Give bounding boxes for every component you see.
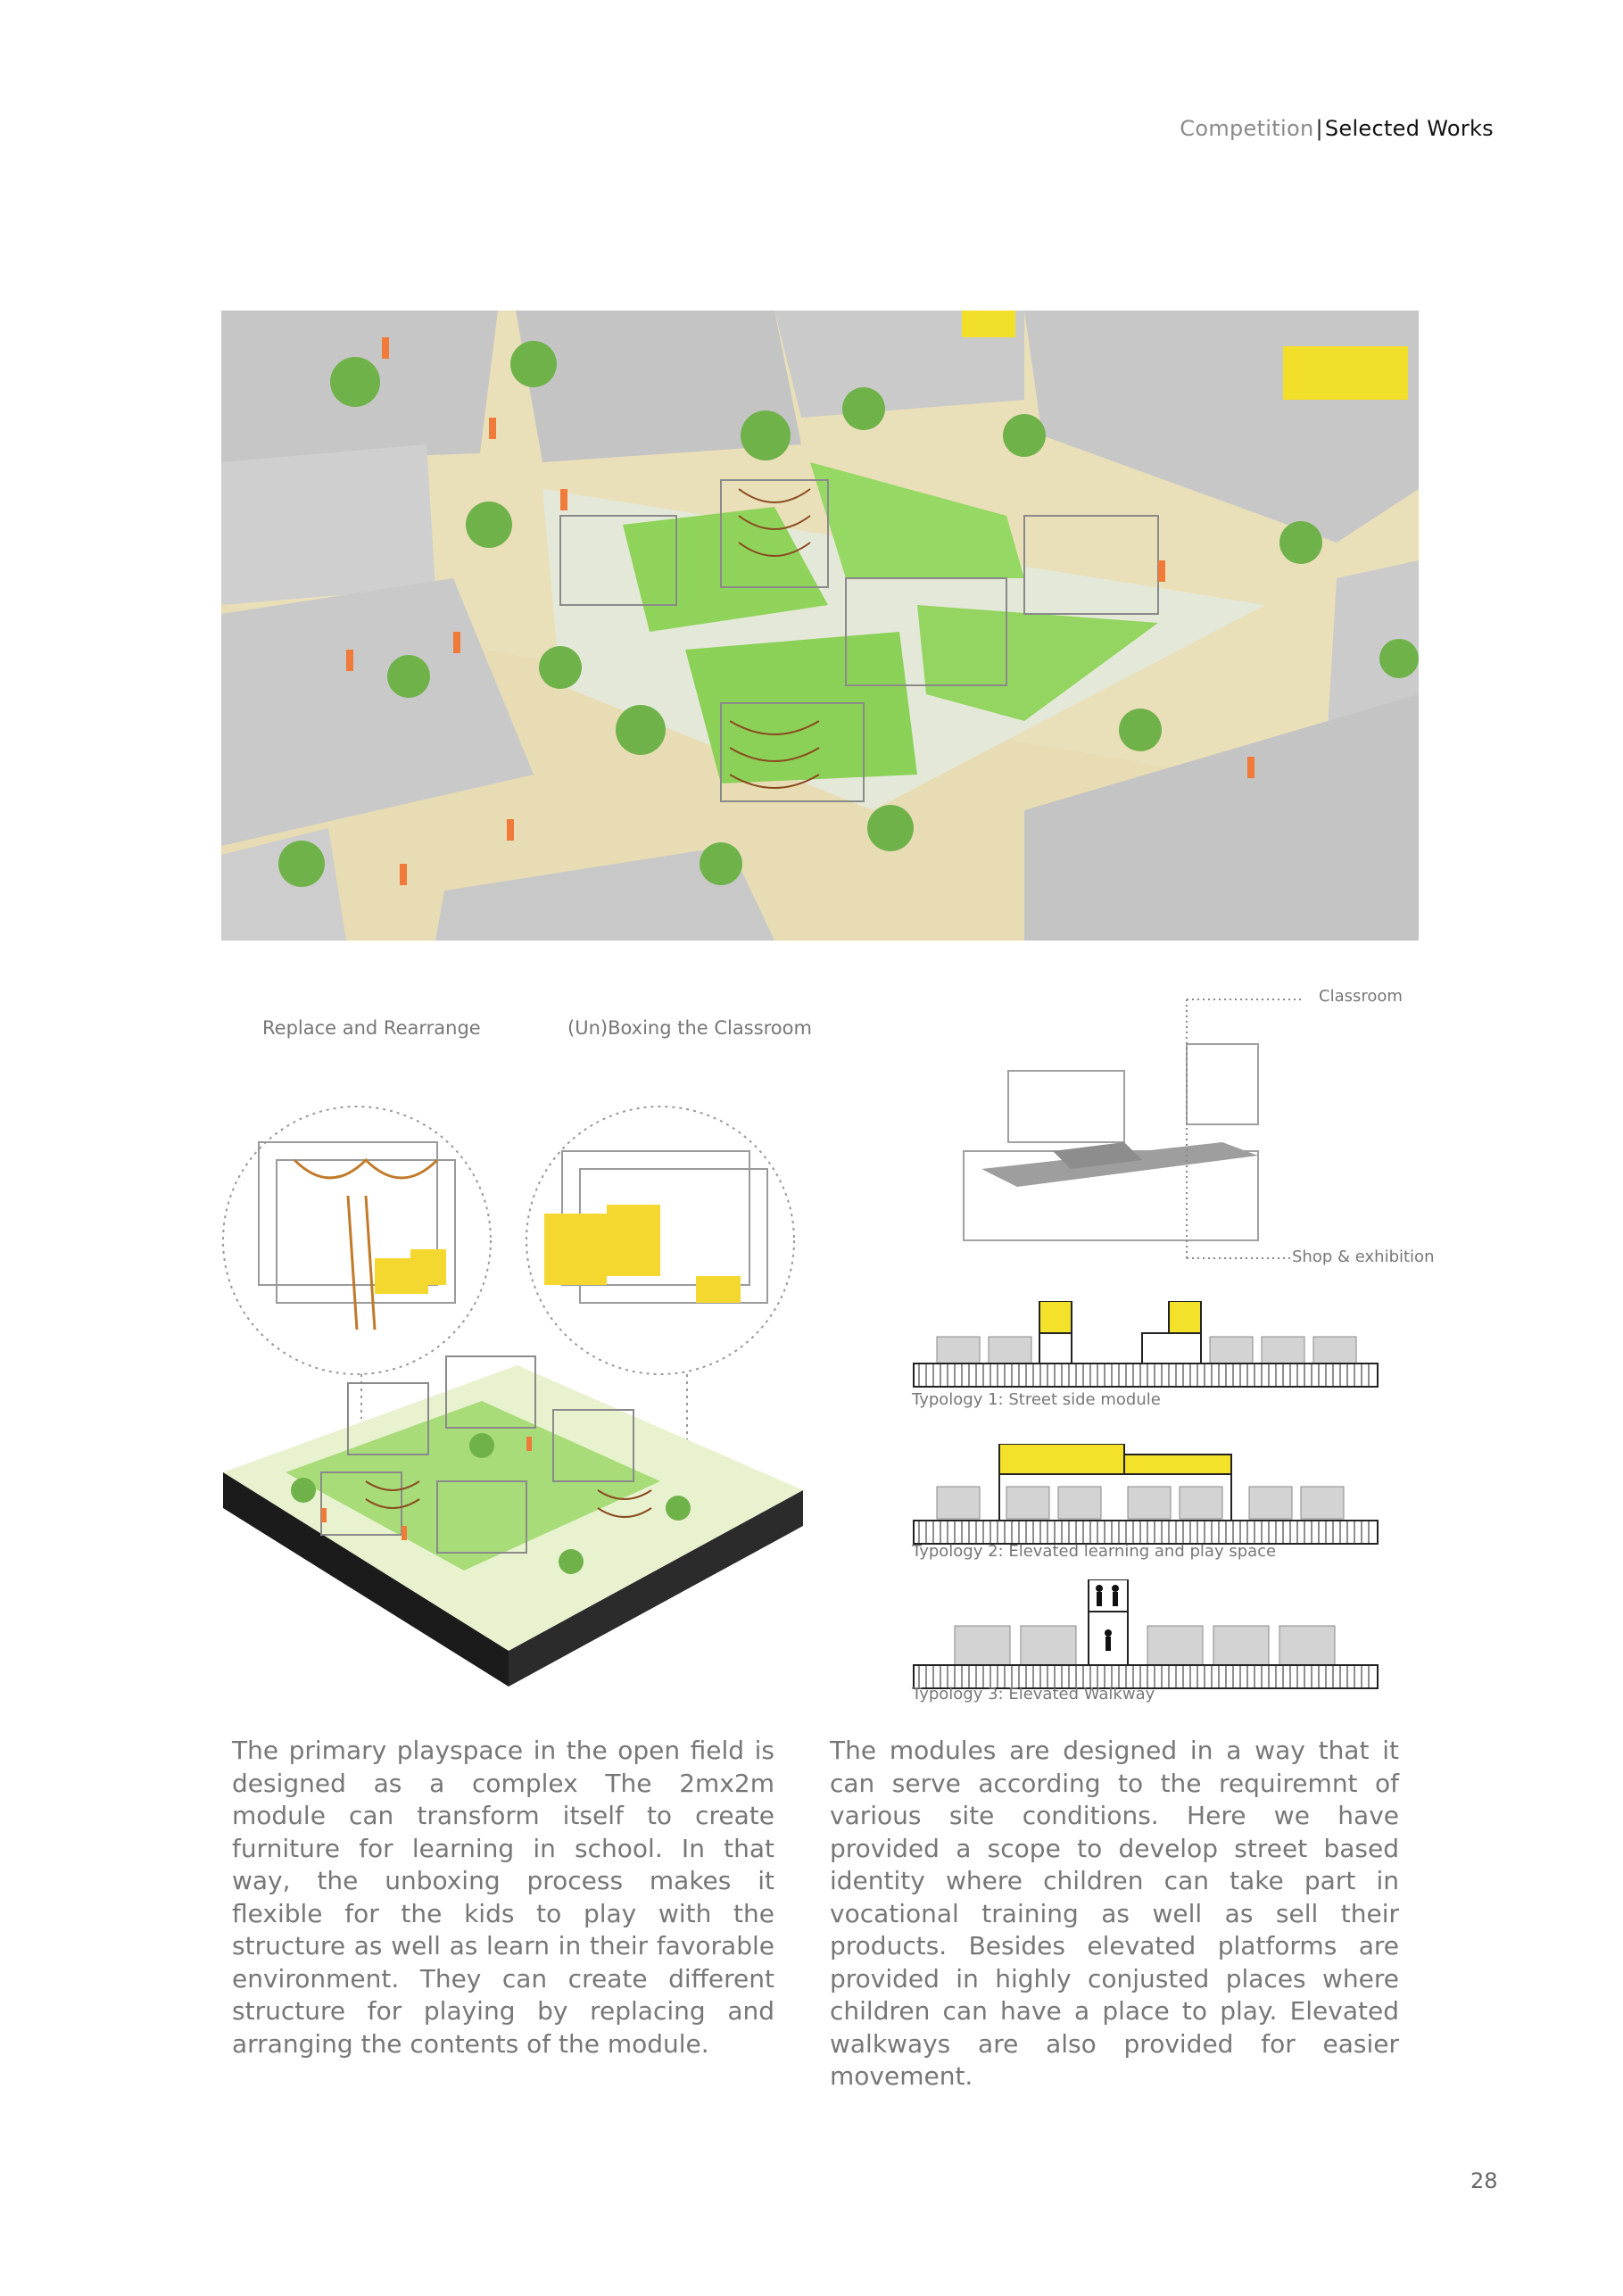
typology-3-label: Typology 3: Elevated Walkway [912,1685,1155,1703]
header-separator: | [1315,116,1323,141]
header-title: Selected Works [1324,116,1494,141]
running-header [1180,116,1494,141]
typology-1-section [910,1301,1383,1390]
typology-2-label: Typology 2: Elevated learning and play space [912,1542,1277,1561]
body-paragraph-right: The modules are designed in a way that it can serve according to the requiremnt of various site conditions. Here we have provided a scope to develop street based identity where children can take part in vocational training as well as sell their products. Besides elevated platforms are provided in highly conjusted places where children can have a place to play. Elevated walkways are also provided for easier movement. [830,1736,1399,2091]
typology-3-section [910,1579,1383,1691]
page-number: 28 [1470,2168,1498,2193]
label-shop-exhibition: Shop & exhibition [1292,1247,1435,1266]
label-classroom: Classroom [1319,987,1403,1006]
typology-module-diagram [946,991,1303,1276]
typology-1-label: Typology 1: Street side module [912,1390,1161,1409]
label-unboxing-classroom: (Un)Boxing the Classroom [567,1017,812,1039]
body-paragraph-left: The primary playspace in the open field is designed as a complex The 2mx2m module can transform itself to create furniture for learning in school. In that way, the unboxing process makes it flexible for the kids to play with the structure as well as learn in their favorable environment. They can create different structure for playing by replacing and arranging the contents of the module. [232,1736,774,2059]
typology-2-section [910,1444,1383,1546]
header-section: Competition [1180,116,1314,141]
aerial-site-render [221,311,1419,941]
label-replace-rearrange: Replace and Rearrange [262,1017,481,1039]
module-diagrams [214,1062,821,1776]
